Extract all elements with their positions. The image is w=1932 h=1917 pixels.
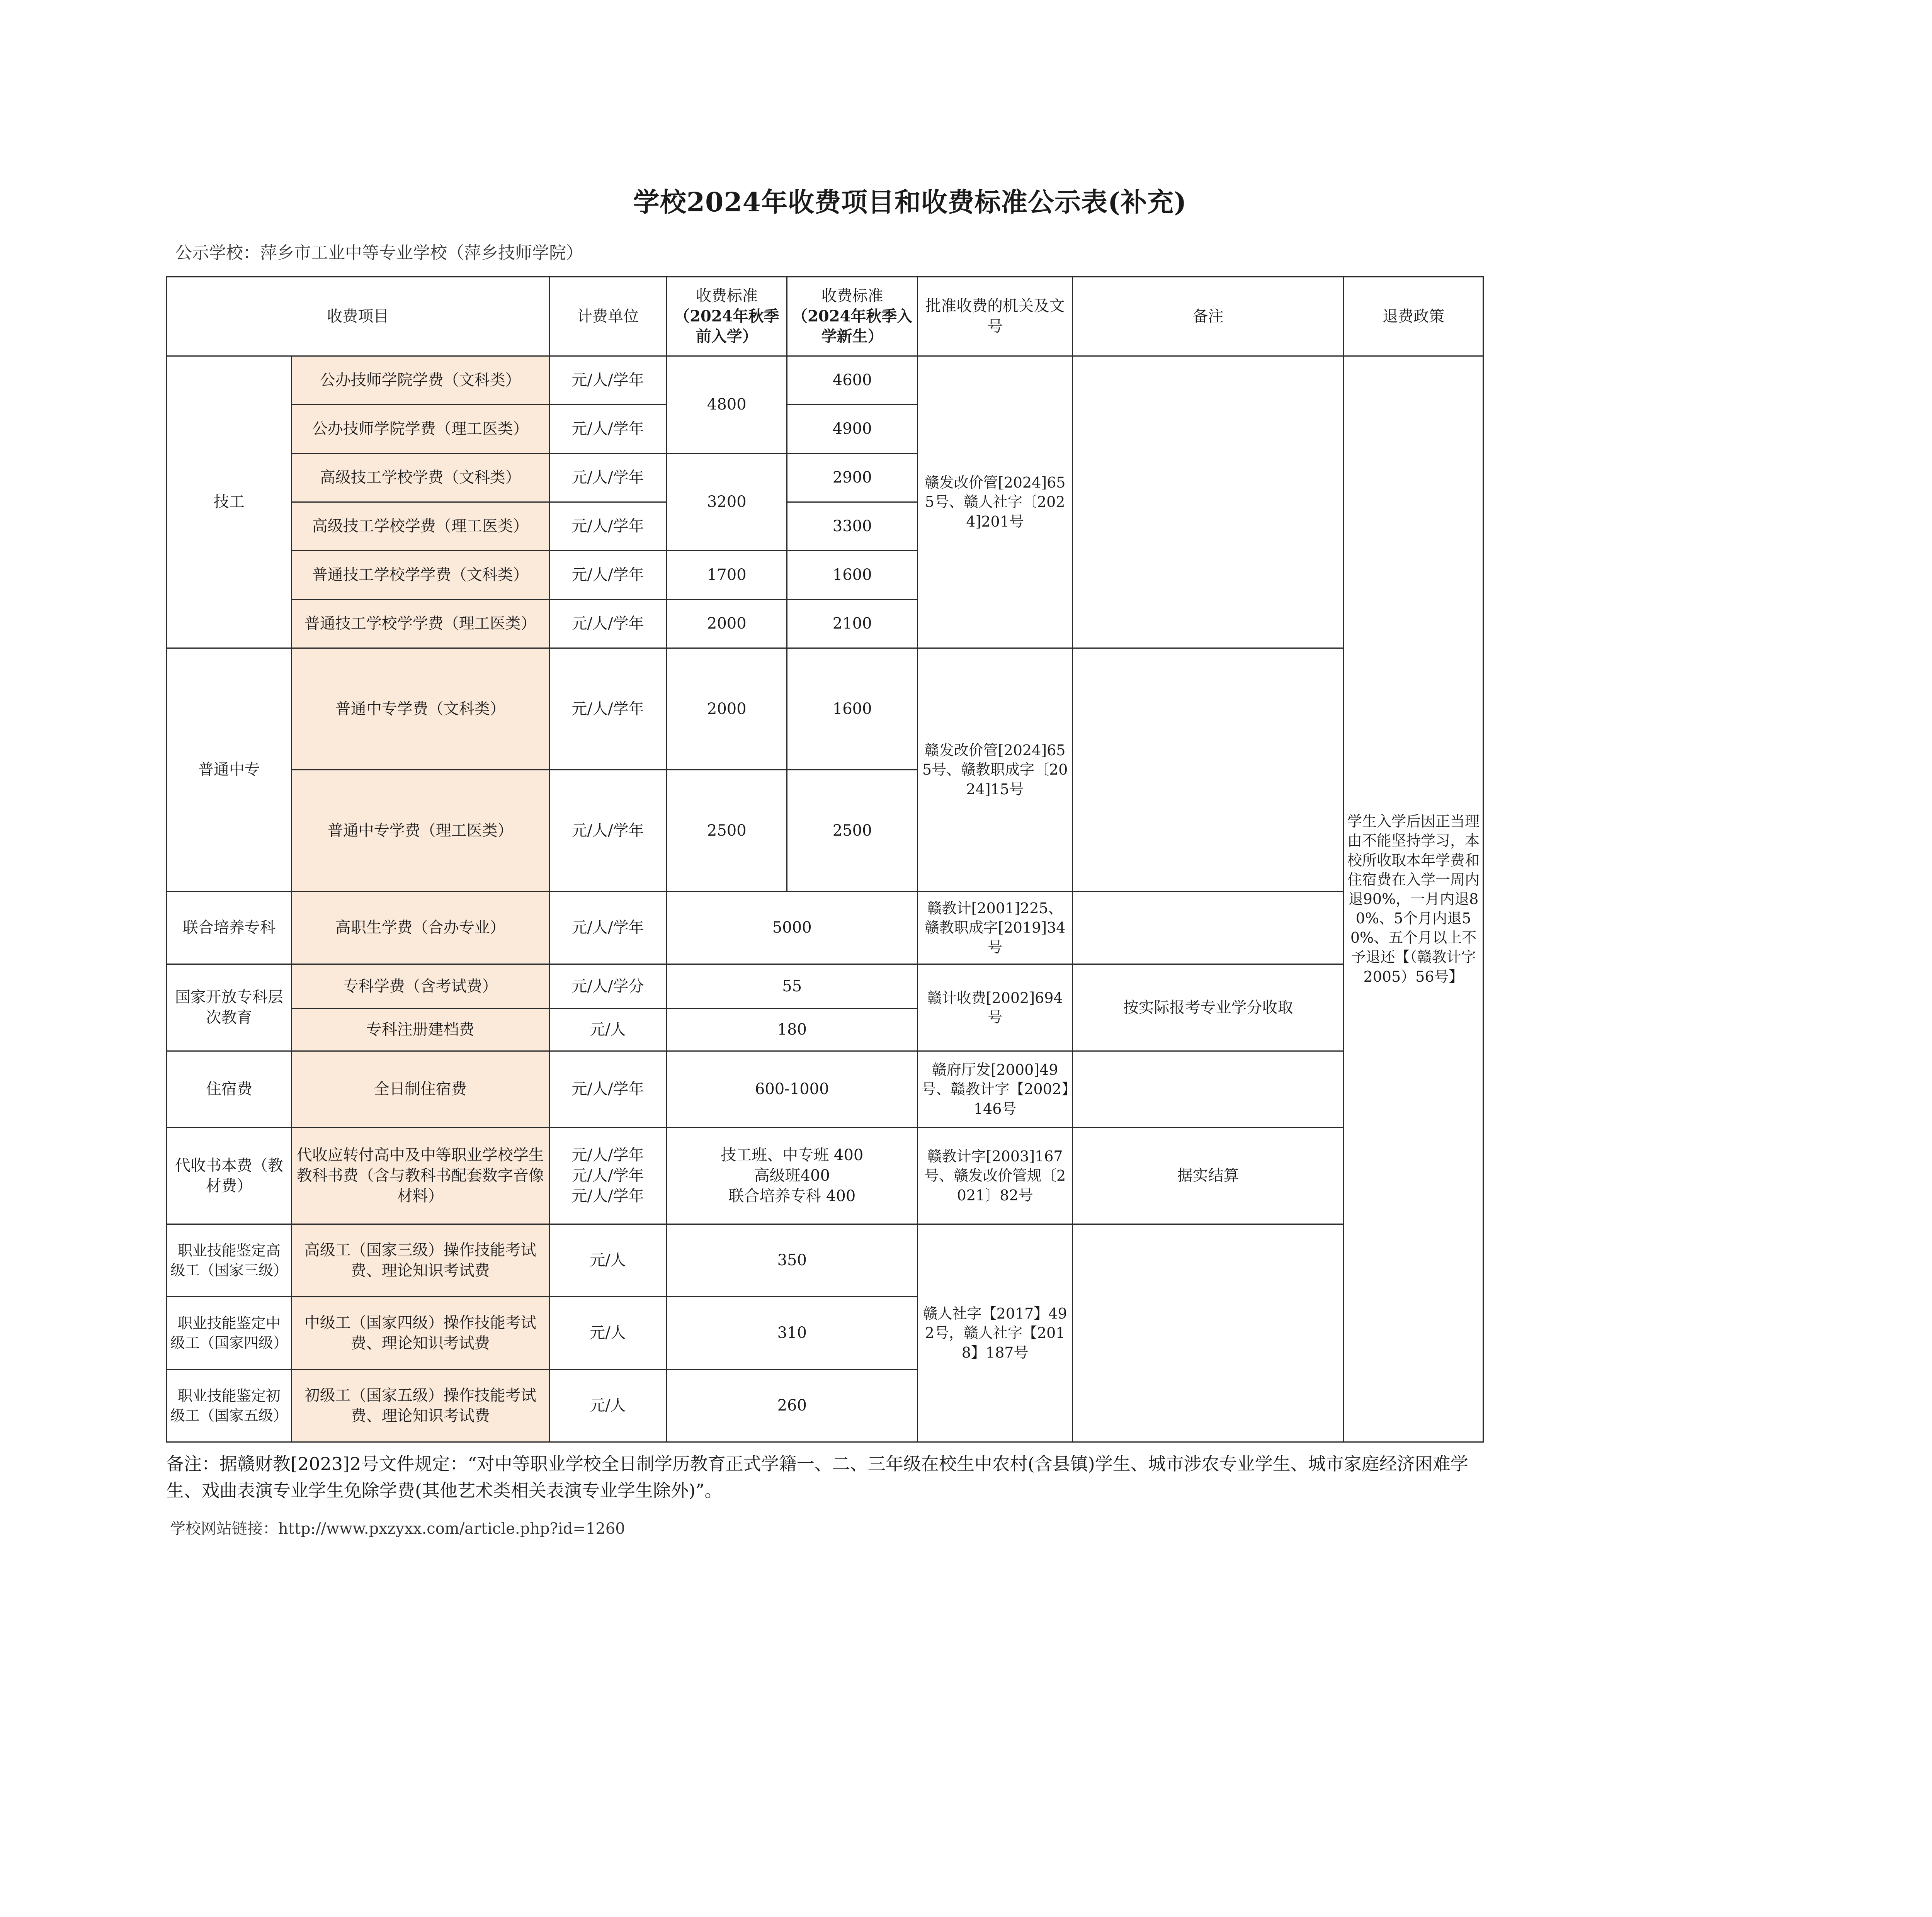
fee-table: [166, 276, 1484, 1443]
footnote: 备注：据赣财教[2023]2号文件规定：“对中等职业学校全日制学历教育正式学籍一、二、三年级在校生中农村(含县镇)学生、城市涉农专业学生、城市家庭经济困难学生、戏曲表演专业学生免除学费(其他艺术类相关表演专业学生除外)”。: [166, 1453, 1468, 1501]
item-name: 专科注册建档费: [291, 1009, 549, 1051]
website-link[interactable]: 学校网站链接：http://www.pxzyxx.com/article.php?id=1260: [170, 1520, 625, 1538]
std-merged: 600-1000: [667, 1051, 918, 1128]
header-remark: 备注: [1073, 277, 1344, 356]
header-std-new: 收费标准 （2024年秋季入学新生）: [787, 277, 918, 356]
std-prev: 2000: [667, 600, 787, 648]
item-name: 普通技工学校学学费（文科类）: [291, 551, 549, 600]
std-new: 4900: [787, 405, 918, 454]
remark-shufei: 据实结算: [1073, 1128, 1344, 1224]
table-row: [167, 356, 1483, 405]
item-unit: 元/人/学年: [549, 648, 667, 770]
std-merged: 技工班、中专班 400 高级班400 联合培养专科 400: [667, 1128, 918, 1224]
std-prev: 3200: [667, 454, 787, 551]
std-merged: 180: [667, 1009, 918, 1051]
item-name: 初级工（国家五级）操作技能考试费、理论知识考试费: [291, 1370, 549, 1442]
std-new: 1600: [787, 648, 918, 770]
header-refund: 退费政策: [1344, 277, 1483, 356]
page-title: 学校2024年收费项目和收费标准公示表(补充): [633, 187, 1187, 218]
remark-zhusu: [1073, 1051, 1344, 1128]
category-jianding-3: 职业技能鉴定高级工（国家三级）: [167, 1224, 292, 1297]
category-zhusu: 住宿费: [167, 1051, 292, 1128]
item-name: 普通中专学费（文科类）: [291, 648, 549, 770]
item-name: 高级工（国家三级）操作技能考试费、理论知识考试费: [291, 1224, 549, 1297]
item-name: 全日制住宿费: [291, 1051, 549, 1128]
std-prev: 2500: [667, 770, 787, 892]
std-prev: 1700: [667, 551, 787, 600]
category-jigong: 技工: [167, 356, 292, 648]
item-unit: 元/人/学年: [549, 356, 667, 405]
item-name: 高级技工学校学费（理工医类）: [291, 502, 549, 551]
item-name: 高级技工学校学费（文科类）: [291, 454, 549, 502]
remark-kaifang: 按实际报考专业学分收取: [1073, 964, 1344, 1051]
header-item: 收费项目: [167, 277, 549, 356]
refund-policy: 学生入学后因正当理由不能坚持学习，本校所收取本年学费和住宿费在入学一周内退90%，一月内退80%、5个月内退50%、五个月以上不予退还【（赣教计字2005）56号】: [1344, 356, 1483, 1442]
item-unit: 元/人/学年: [549, 1051, 667, 1128]
std-prev: 2000: [667, 648, 787, 770]
table-row: [167, 1051, 1483, 1128]
table-row: [167, 648, 1483, 770]
item-name: 普通中专学费（理工医类）: [291, 770, 549, 892]
table-row: [167, 1128, 1483, 1224]
item-name: 专科学费（含考试费）: [291, 964, 549, 1009]
item-name: 中级工（国家四级）操作技能考试费、理论知识考试费: [291, 1297, 549, 1370]
std-new: 1600: [787, 551, 918, 600]
std-merged: 55: [667, 964, 918, 1009]
category-zhongzhuan: 普通中专: [167, 648, 292, 892]
approval-zhongzhuan: 赣发改价管[2024]655号、赣教职成字〔2024]15号: [918, 648, 1073, 892]
remark-jianding: [1073, 1224, 1344, 1442]
approval-shufei: 赣教计字[2003]167号、赣发改价管规〔2021〕82号: [918, 1128, 1073, 1224]
header-std-prev: 收费标准 （2024年秋季前入学）: [667, 277, 787, 356]
table-row: [167, 1224, 1483, 1297]
item-unit: 元/人/学年: [549, 770, 667, 892]
remark-jigong: [1073, 356, 1344, 648]
item-unit: 元/人/学年: [549, 502, 667, 551]
std-prev: 4800: [667, 356, 787, 454]
std-new: 4600: [787, 356, 918, 405]
item-name: 普通技工学校学学费（理工医类）: [291, 600, 549, 648]
std-merged: 5000: [667, 892, 918, 964]
approval-lianhe: 赣教计[2001]225、赣教职成字[2019]34号: [918, 892, 1073, 964]
item-unit: 元/人/学年: [549, 551, 667, 600]
header-approval: 批准收费的机关及文号: [918, 277, 1073, 356]
item-unit: 元/人/学年: [549, 892, 667, 964]
header-unit: 计费单位: [549, 277, 667, 356]
approval-jigong: 赣发改价管[2024]655号、赣人社字〔2024]201号: [918, 356, 1073, 648]
std-merged: 310: [667, 1297, 918, 1370]
approval-kaifang: 赣计收费[2002]694号: [918, 964, 1073, 1051]
remark-lianhe: [1073, 892, 1344, 964]
category-kaifang: 国家开放专科层次教育: [167, 964, 292, 1051]
item-unit: 元/人/学年 元/人/学年 元/人/学年: [549, 1128, 667, 1224]
std-new: 2100: [787, 600, 918, 648]
item-name: 公办技师学院学费（理工医类）: [291, 405, 549, 454]
remark-zhongzhuan: [1073, 648, 1344, 892]
item-name: 代收应转付高中及中等职业学校学生教科书费（含与教科书配套数字音像材料）: [291, 1128, 549, 1224]
table-row: [167, 892, 1483, 964]
category-lianhe: 联合培养专科: [167, 892, 292, 964]
item-name: 公办技师学院学费（文科类）: [291, 356, 549, 405]
item-unit: 元/人: [549, 1297, 667, 1370]
item-unit: 元/人/学年: [549, 405, 667, 454]
item-unit: 元/人/学年: [549, 600, 667, 648]
item-unit: 元/人: [549, 1009, 667, 1051]
item-unit: 元/人/学分: [549, 964, 667, 1009]
item-unit: 元/人: [549, 1224, 667, 1297]
approval-jianding: 赣人社字【2017】492号，赣人社字【2018】187号: [918, 1224, 1073, 1442]
std-new: 2900: [787, 454, 918, 502]
category-shufei: 代收书本费（教材费）: [167, 1128, 292, 1224]
std-merged: 350: [667, 1224, 918, 1297]
table-row: [167, 964, 1483, 1009]
school-name: 公示学校：萍乡市工业中等专业学校（萍乡技师学院）: [175, 243, 583, 263]
category-jianding-5: 职业技能鉴定初级工（国家五级）: [167, 1370, 292, 1442]
std-new: 3300: [787, 502, 918, 551]
item-unit: 元/人/学年: [549, 454, 667, 502]
approval-zhusu: 赣府厅发[2000]49号、赣教计字【2002】146号: [918, 1051, 1073, 1128]
category-jianding-4: 职业技能鉴定中级工（国家四级）: [167, 1297, 292, 1370]
std-new: 2500: [787, 770, 918, 892]
item-name: 高职生学费（合办专业）: [291, 892, 549, 964]
table-header-row: [167, 277, 1483, 356]
item-unit: 元/人: [549, 1370, 667, 1442]
std-merged: 260: [667, 1370, 918, 1442]
